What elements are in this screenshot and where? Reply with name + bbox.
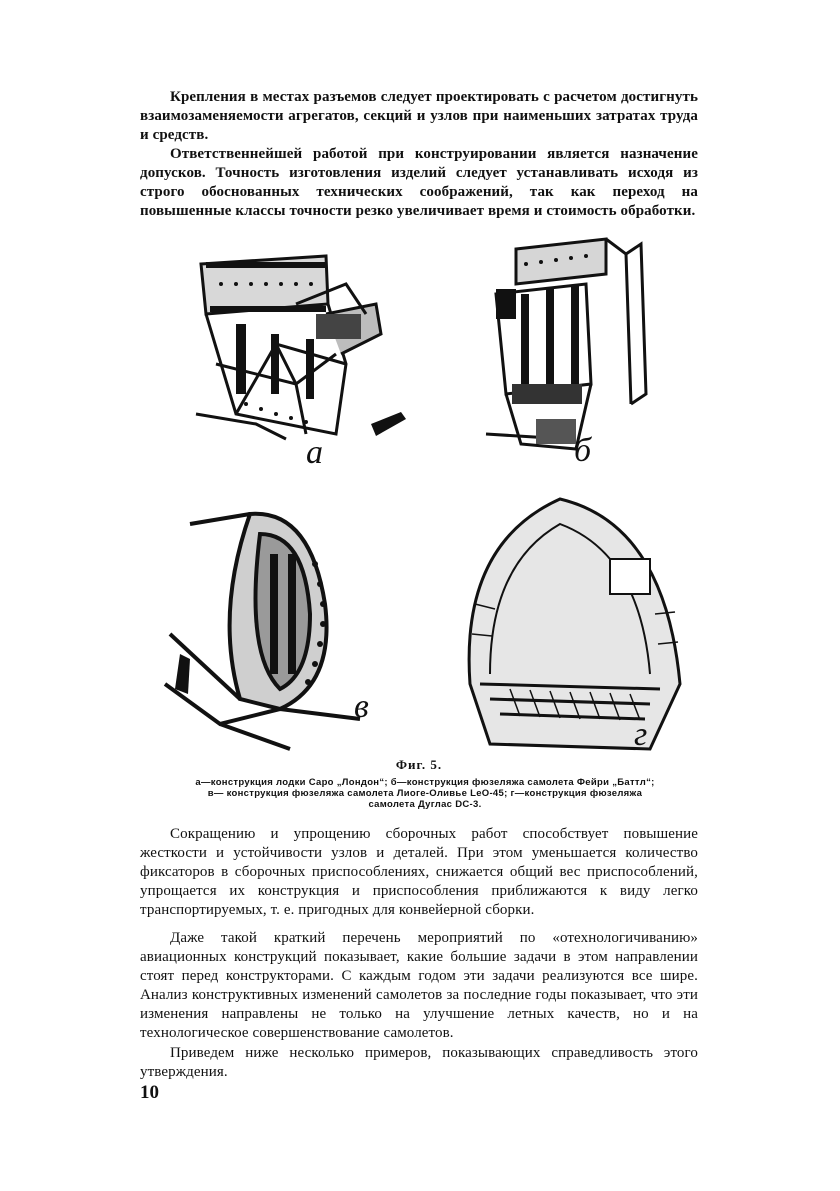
paragraph-technological: Даже такой краткий перечень мероприятий по «отехнологичиванию» авиационных конструкций показывает, какие большие задачи в этом направлении стоят перед конструкторами. С каждым годом эти задачи реализуются все шире. Анализ конструктивных изменений самолетов за последние годы показывает, что эти изменения направлены не только на улучшение летных качеств, но и на технологическое совершенствование самолетов. bbox=[140, 930, 698, 1041]
figure-g-douglas-dc3 bbox=[450, 484, 690, 754]
figure-b-fairey-battle bbox=[476, 234, 656, 469]
figure-title: Фиг. 5. bbox=[395, 757, 443, 772]
paragraph-assembly: Сокращению и упрощению сборочных работ способствует повышение жесткости и устойчивости узлов и деталей. При этом уменьшается количество фиксаторов в сборочных приспособлениях, снижается общий вес приспособлений, упрощается их конструкция и приспособления приближаются к виду легко транспортируемых, т. е. пригодных для конвейерной сборки. bbox=[140, 826, 698, 918]
figure-label-b: б bbox=[574, 432, 592, 469]
figure-caption-line-3: самолета Дуглас DC-3. bbox=[368, 799, 482, 810]
paragraph-examples: Приведем ниже несколько примеров, показывающих справедливость этого утверждения. bbox=[140, 1045, 698, 1080]
figure-label-v: в bbox=[354, 688, 369, 725]
page-number: 10 bbox=[140, 1082, 159, 1103]
figure-label-g: г bbox=[634, 716, 648, 753]
figure-caption-line-1: а—конструкция лодки Саро „Лондон“; б—конструкция фюзеляжа самолета Фейри „Баттл“; bbox=[195, 777, 655, 788]
figure-caption bbox=[170, 777, 680, 810]
figure-label-a: а bbox=[306, 434, 323, 471]
paragraph-tolerances: Ответственнейшей работой при конструировании является назначение допусков. Точность изготовления изделий следует устанавливать исходя из строго обоснованных технических соображений, так как переход на повышенные классы точности резко увеличивает время и стоимость обработки. bbox=[140, 146, 698, 219]
figure-v-leo-45 bbox=[160, 494, 380, 754]
paragraph-joints: Крепления в местах разъемов следует проектировать с расчетом достигнуть взаимозаменяемости агрегатов, секций и узлов при наименьших затратах труда и средств. bbox=[140, 89, 698, 143]
figure-a-saro-london-boat bbox=[176, 244, 426, 471]
figure-caption-line-2: в— конструкция фюзеляжа самолета Лиоге-Оливье LeO-45; г—конструкция фюзеляжа bbox=[207, 788, 643, 799]
